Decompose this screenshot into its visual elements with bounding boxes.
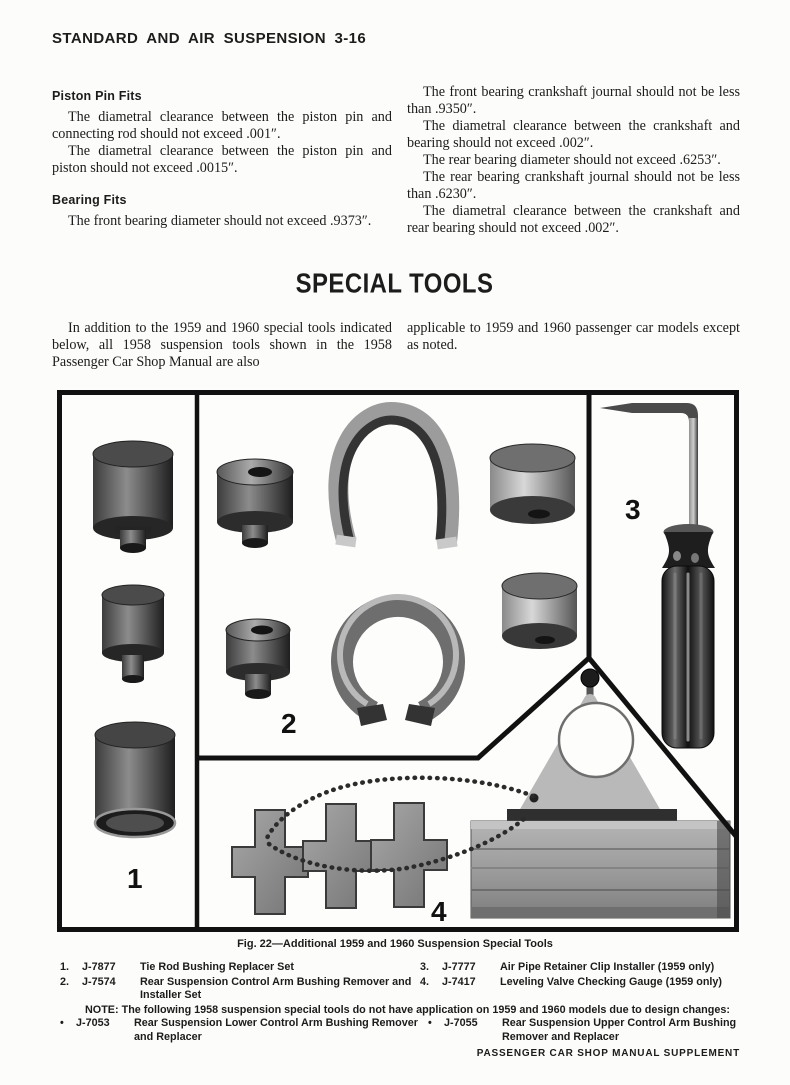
cylinder-cap-upper <box>490 444 575 524</box>
tool-number: 1. <box>60 961 70 973</box>
tool-number: 2. <box>60 975 70 988</box>
special-tools-figure <box>57 390 739 932</box>
tool-code: J-7053 <box>76 1017 110 1029</box>
paragraph: The front bearing diameter should not exceed .9373″. <box>68 213 372 229</box>
tool-number: 3. <box>420 961 430 973</box>
paragraph: The front bearing crankshaft journal should not be less than .9350″. <box>407 84 740 117</box>
figure-label-1: 1 <box>127 863 143 894</box>
tool-name: Leveling Valve Checking Gauge (1959 only) <box>500 975 723 988</box>
tool-code: J-7877 <box>82 961 116 973</box>
paragraph: The rear bearing crankshaft journal should not be less than .6230″. <box>407 169 740 202</box>
section-heading-piston-pin-fits: Piston Pin Fits <box>52 89 142 103</box>
intro-column-left <box>52 320 392 371</box>
bushing-driver-top <box>93 441 173 553</box>
paragraph: The diametral clearance between the crankshaft and bearing should not exceed .002″. <box>407 118 740 151</box>
tool-name: Air Pipe Retainer Clip Installer (1959 only) <box>500 961 715 973</box>
tool-code: J-7777 <box>442 961 476 973</box>
cylinder-cap-lower <box>502 573 577 649</box>
section-heading-bearing-fits: Bearing Fits <box>52 193 127 207</box>
paragraph: The rear bearing diameter should not exceed .6253″. <box>423 152 721 168</box>
note-label: NOTE: <box>85 1004 119 1016</box>
tool-name: Rear Suspension Control Arm Bushing Remover and Installer Set <box>140 975 412 1001</box>
tool-name: Rear Suspension Lower Control Arm Bushing Remover and Replacer <box>134 1017 418 1043</box>
tool-shaft <box>689 418 698 528</box>
knob <box>581 669 599 687</box>
tool-list-row <box>60 961 425 975</box>
plate-hole <box>559 703 633 777</box>
paragraph: applicable to 1959 and 1960 passenger car models except as noted. <box>407 320 740 353</box>
tool-number: 4. <box>420 975 430 988</box>
tool-list-right <box>420 961 750 990</box>
page-header: STANDARD AND AIR SUSPENSION 3-16 <box>52 30 367 47</box>
figure-label-4: 4 <box>431 896 447 927</box>
note-item <box>428 1017 763 1044</box>
special-tools-title: SPECIAL TOOLS <box>296 267 494 299</box>
note-line <box>85 1004 745 1016</box>
gauge-block <box>471 821 730 918</box>
spec-column-left <box>52 88 392 230</box>
figure-label-2: 2 <box>281 708 297 739</box>
paragraph: The diametral clearance between the piston pin and connecting rod should not exceed .001″. <box>52 109 392 142</box>
note-list-left <box>60 1017 420 1045</box>
page-footer: PASSENGER CAR SHOP MANUAL SUPPLEMENT <box>476 1048 740 1059</box>
tool-name: Rear Suspension Upper Control Arm Bushing Remover and Replacer <box>502 1017 737 1043</box>
spec-column-right <box>407 84 740 237</box>
bullet-icon: • <box>60 1017 64 1029</box>
tool-code: J-7417 <box>442 975 476 988</box>
tool-list-row <box>420 961 750 975</box>
tool-list-left <box>60 961 425 1004</box>
intro-column-right <box>407 320 740 354</box>
figure-label-3: 3 <box>625 494 641 525</box>
figure-22-illustration <box>57 390 739 932</box>
tool-list-row <box>420 976 750 990</box>
paragraph: In addition to the 1959 and 1960 special tools indicated below, all 1958 suspension tools shown in the 1958 Passenger Car Shop Manual are also <box>52 320 392 370</box>
ferrule <box>662 532 715 568</box>
cross-pins <box>232 803 447 914</box>
bushing-sleeve-bottom <box>95 722 175 837</box>
note-item <box>60 1017 420 1044</box>
paragraph: The diametral clearance between the piston pin and piston should not exceed .0015″. <box>52 143 392 176</box>
paragraph: The diametral clearance between the crankshaft and rear bearing should not exceed .002″. <box>407 203 740 236</box>
note-list-right <box>428 1017 763 1045</box>
tool-name: Tie Rod Bushing Replacer Set <box>140 961 294 973</box>
tool-code: J-7055 <box>444 1017 478 1029</box>
tool-code: J-7574 <box>82 975 116 988</box>
tool-list-row <box>60 976 425 1003</box>
note-text: The following 1958 suspension special tools do not have application on 1959 and 1960 models due to design changes: <box>121 1004 730 1016</box>
figure-caption: Fig. 22—Additional 1959 and 1960 Suspension Special Tools <box>237 938 553 950</box>
bullet-icon: • <box>428 1017 432 1029</box>
